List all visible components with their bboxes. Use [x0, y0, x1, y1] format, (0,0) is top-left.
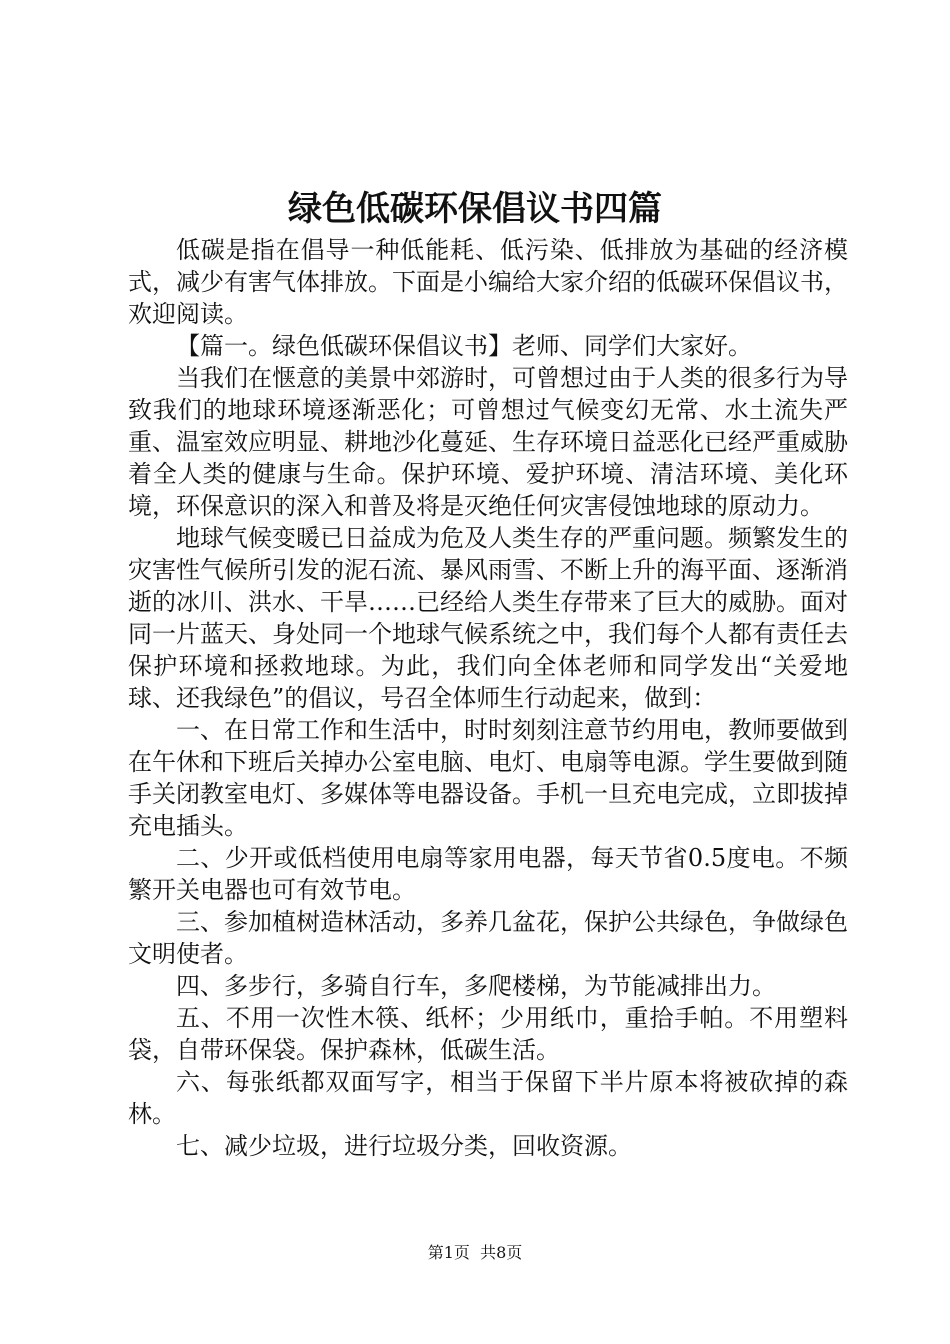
page-number: 第1页 — [427, 1243, 470, 1262]
list-item: 四、多步行，多骑自行车，多爬楼梯，为节能减排出力。 — [176, 972, 776, 1000]
list-item: 六、每张纸都双面写字，相当于保留下半片原本将被砍掉的森林。 — [128, 1068, 848, 1128]
page-footer — [0, 1242, 950, 1264]
list-item: 一、在日常工作和生活中，时时刻刻注意节约用电，教师要做到在午休和下班后关掉办公室电脑、电灯、电扇等电源。学生要做到随手关闭教室电灯、多媒体等电器设备。手机一旦充电完成，立即拔掉充电插头。 — [128, 716, 848, 840]
paragraph: 当我们在惬意的美景中郊游时，可曾想过由于人类的很多行为导致我们的地球环境逐渐恶化；可曾想过气候变幻无常、水土流失严重、温室效应明显、耕地沙化蔓延、生存环境日益恶化已经严重威胁着全人类的健康与生命。保护环境、爱护环境、清洁环境、美化环境，环保意识的深入和普及将是灭绝任何灾害侵蚀地球的原动力。 — [128, 364, 848, 520]
paragraph-section-heading: 【篇一。绿色低碳环保倡议书】老师、同学们大家好。 — [176, 332, 752, 360]
list-item: 七、减少垃圾，进行垃圾分类，回收资源。 — [176, 1132, 632, 1160]
list-item: 三、参加植树造林活动，多养几盆花，保护公共绿色，争做绿色文明使者。 — [128, 908, 848, 968]
page-total: 共8页 — [480, 1243, 523, 1262]
document-body — [128, 234, 848, 1162]
list-item: 五、不用一次性木筷、纸杯；少用纸巾，重拾手帕。不用塑料袋，自带环保袋。保护森林，低碳生活。 — [128, 1004, 848, 1064]
paragraph: 地球气候变暖已日益成为危及人类生存的严重问题。频繁发生的灾害性气候所引发的泥石流、暴风雨雪、不断上升的海平面、逐渐消逝的冰川、洪水、干旱……已经给人类生存带来了巨大的威胁。面对同一片蓝天、身处同一个地球气候系统之中，我们每个人都有责任去保护环境和拯救地球。为此，我们向全体老师和同学发出“关爱地球、还我绿色”的倡议，号召全体师生行动起来，做到： — [128, 524, 848, 712]
list-item: 二、少开或低档使用电扇等家用电器，每天节省0.5度电。不频繁开关电器也可有效节电。 — [128, 844, 848, 904]
paragraph-intro: 低碳是指在倡导一种低能耗、低污染、低排放为基础的经济模式，减少有害气体排放。下面是小编给大家介绍的低碳环保倡议书，欢迎阅读。 — [128, 236, 848, 328]
document-title: 绿色低碳环保倡议书四篇 — [288, 189, 662, 229]
